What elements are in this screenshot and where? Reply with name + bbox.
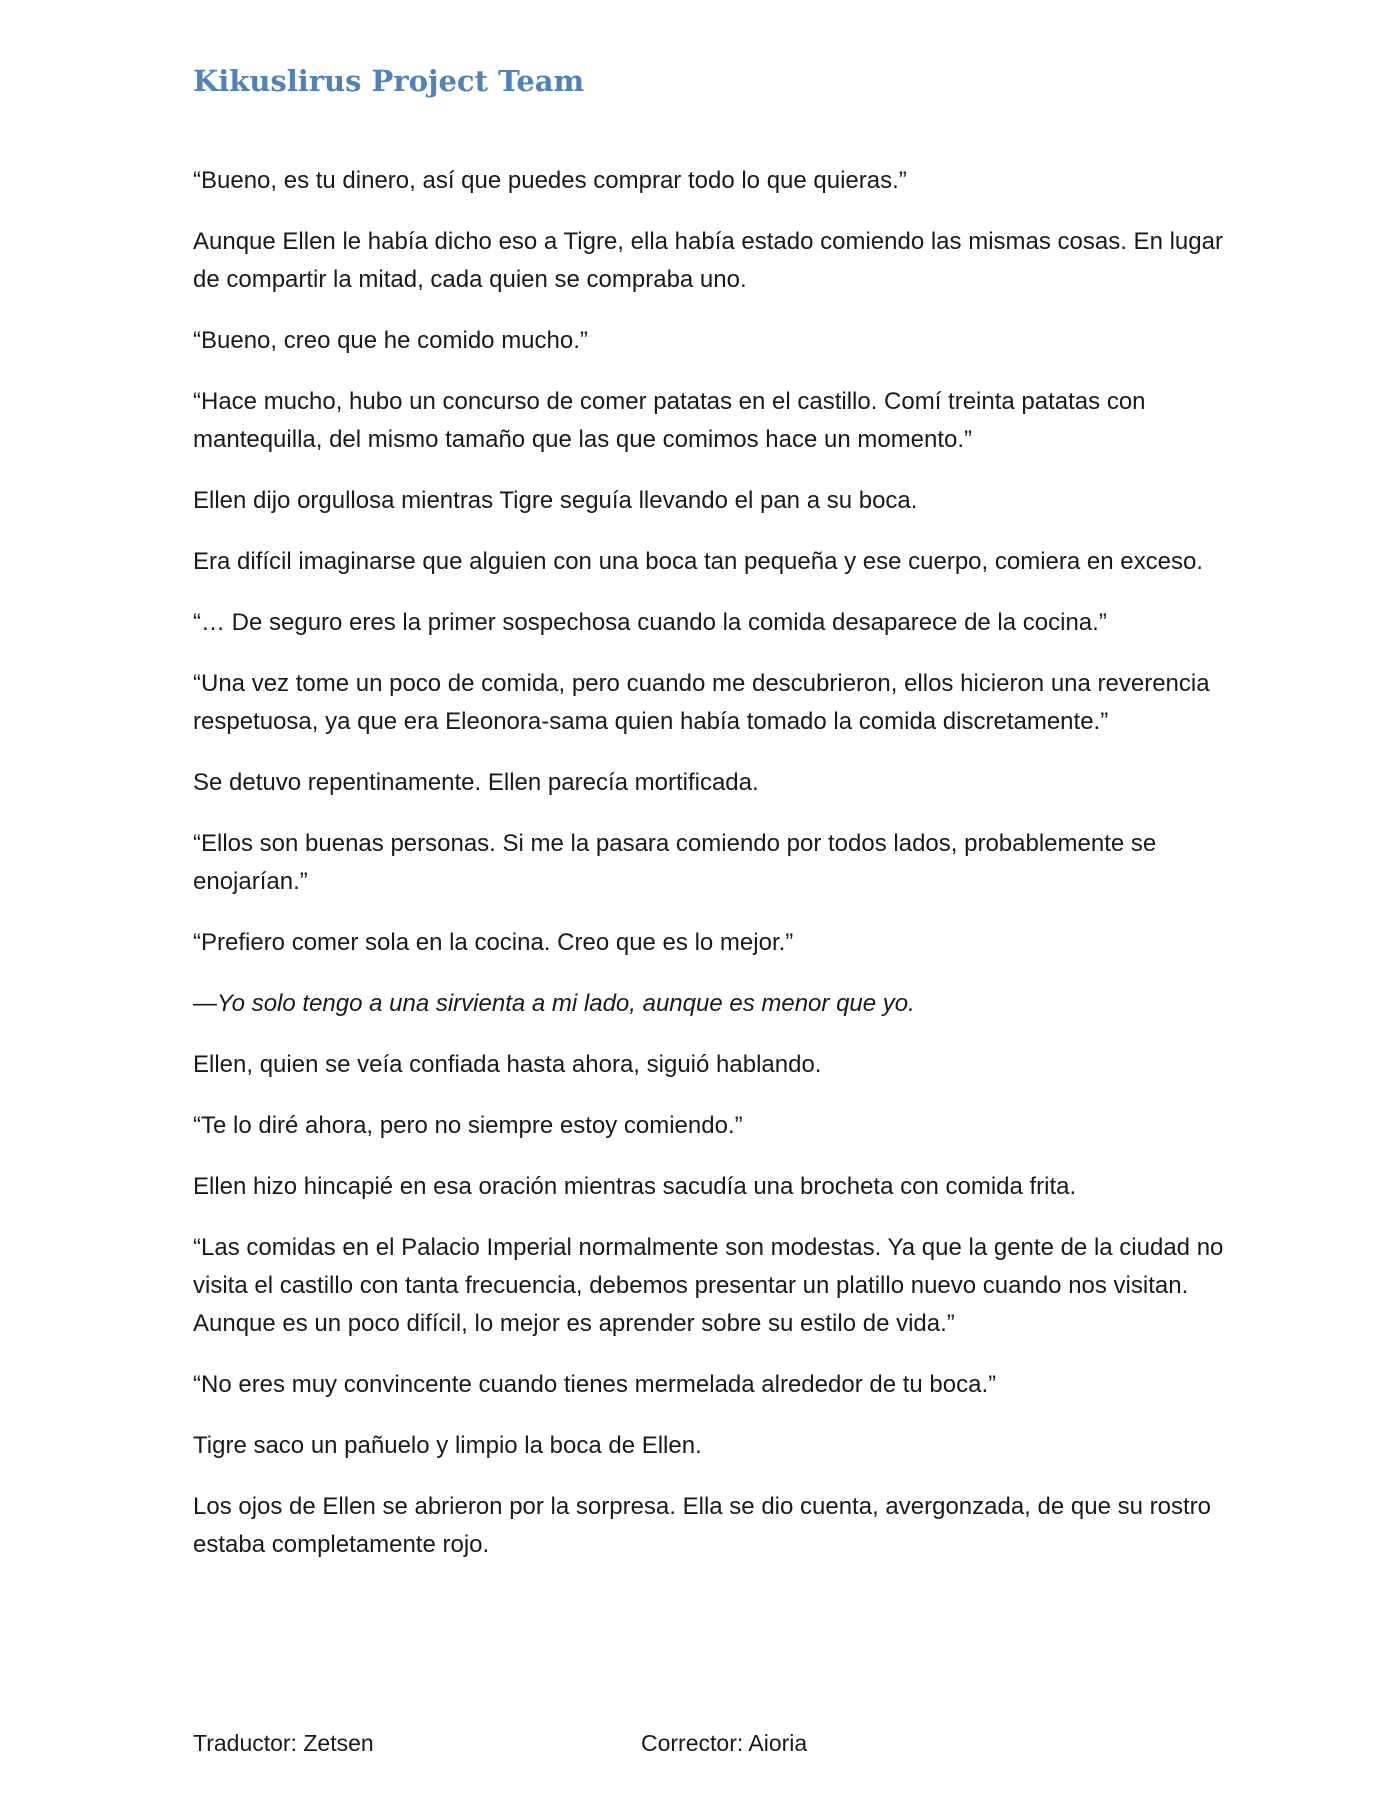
- paragraph: “Te lo diré ahora, pero no siempre estoy comiendo.”: [193, 1112, 743, 1139]
- paragraph: “Hace mucho, hubo un concurso de comer patatas en el castillo. Comí treinta patatas con mantequilla, del mismo tamaño que las que comimos hace un momento.”: [193, 388, 1146, 453]
- footer-corrector: Corrector: Aioria: [641, 1730, 808, 1756]
- paragraph: “Ellos son buenas personas. Si me la pasara comiendo por todos lados, probablemente se enojarían.”: [193, 830, 1157, 895]
- paragraph: Era difícil imaginarse que alguien con una boca tan pequeña y ese cuerpo, comiera en exceso.: [193, 548, 1203, 575]
- paragraph: “Una vez tome un poco de comida, pero cuando me descubrieron, ellos hicieron una reverencia respetuosa, ya que era Eleonora-sama quien había tomado la comida discretamente.”: [193, 670, 1210, 735]
- paragraph-italic: —Yo solo tengo a una sirvienta a mi lado, aunque es menor que yo.: [193, 990, 915, 1017]
- header-title: Kikuslirus Project Team: [193, 64, 585, 98]
- paragraph: “Bueno, es tu dinero, así que puedes comprar todo lo que quieras.”: [193, 167, 907, 194]
- document-body: [193, 162, 1243, 1587]
- paragraph: Ellen, quien se veía confiada hasta ahora, siguió hablando.: [193, 1051, 822, 1078]
- paragraph: “Bueno, creo que he comido mucho.”: [193, 327, 588, 354]
- footer: [193, 1730, 1243, 1770]
- paragraph: Los ojos de Ellen se abrieron por la sorpresa. Ella se dio cuenta, avergonzada, de que su rostro estaba completamente rojo.: [193, 1493, 1211, 1558]
- paragraph: “No eres muy convincente cuando tienes mermelada alrededor de tu boca.”: [193, 1371, 997, 1398]
- footer-translator: Traductor: Zetsen: [193, 1730, 374, 1756]
- paragraph: Tigre saco un pañuelo y limpio la boca de Ellen.: [193, 1432, 702, 1459]
- paragraph: Ellen hizo hincapié en esa oración mientras sacudía una brocheta con comida frita.: [193, 1173, 1077, 1200]
- paragraph: Ellen dijo orgullosa mientras Tigre seguía llevando el pan a su boca.: [193, 487, 918, 514]
- paragraph: Se detuvo repentinamente. Ellen parecía mortificada.: [193, 769, 759, 796]
- paragraph: “Prefiero comer sola en la cocina. Creo que es lo mejor.”: [193, 929, 794, 956]
- paragraph: “Las comidas en el Palacio Imperial normalmente son modestas. Ya que la gente de la ciudad no visita el castillo con tanta frecuencia, debemos presentar un platillo nuevo cuando nos visitan. Aunque es un poco difícil, lo mejor es aprender sobre su estilo de vida.”: [193, 1234, 1224, 1337]
- paragraph: Aunque Ellen le había dicho eso a Tigre, ella había estado comiendo las mismas cosas. En lugar de compartir la mitad, cada quien se compraba uno.: [193, 228, 1223, 293]
- paragraph: “… De seguro eres la primer sospechosa cuando la comida desaparece de la cocina.”: [193, 609, 1107, 636]
